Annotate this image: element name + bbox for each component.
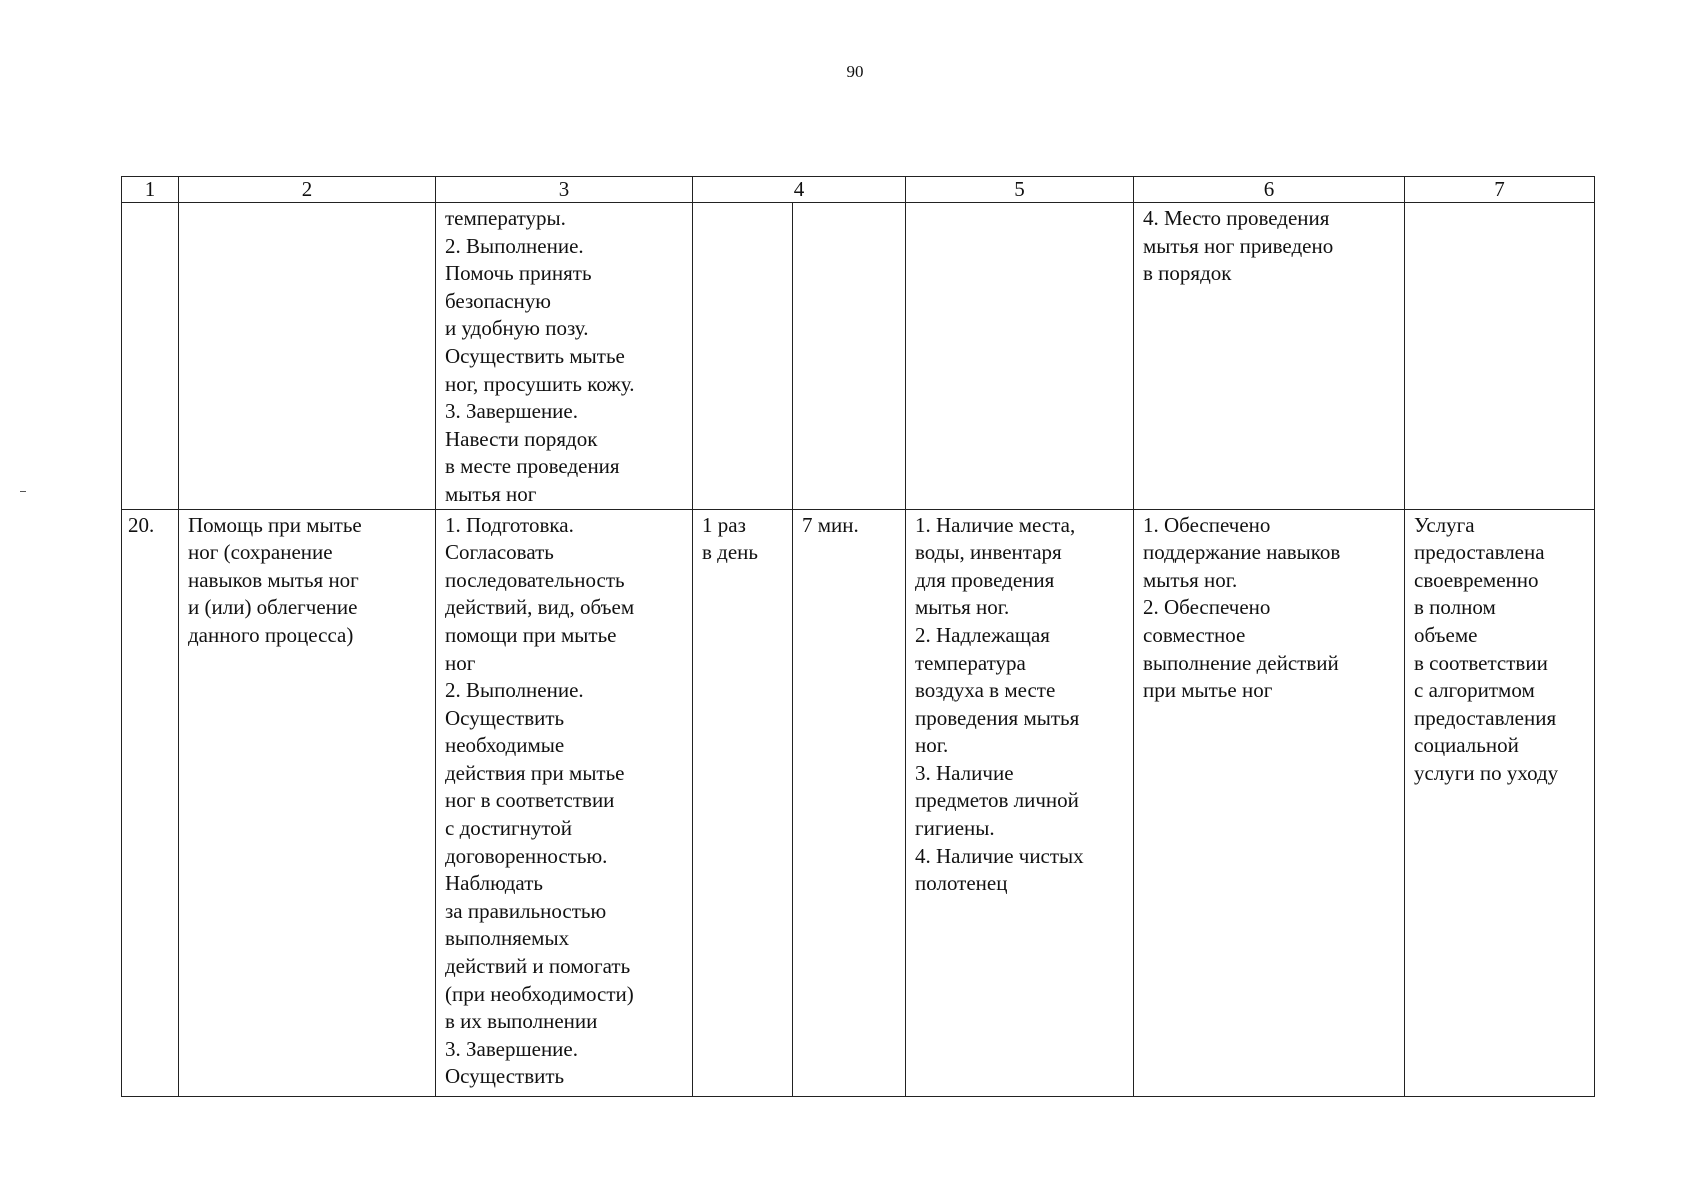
cell-frequency: 1 раз в день bbox=[693, 509, 793, 1096]
table-row-20 bbox=[122, 509, 1595, 1096]
cell-conditions bbox=[906, 203, 1134, 510]
header-cell-5: 5 bbox=[906, 177, 1134, 203]
services-table bbox=[121, 176, 1595, 1097]
cell-duration bbox=[793, 203, 906, 510]
cell-results: 4. Место проведения мытья ног приведено в порядок bbox=[1134, 203, 1405, 510]
header-cell-3: 3 bbox=[436, 177, 693, 203]
header-cell-7: 7 bbox=[1405, 177, 1595, 203]
cell-service-name bbox=[179, 203, 436, 510]
cell-duration: 7 мин. bbox=[793, 509, 906, 1096]
cell-evaluation: Услуга предоставлена своевременно в полном объеме в соответствии с алгоритмом предоставления социальной услуги по уходу bbox=[1405, 509, 1595, 1096]
cell-description: 1. Подготовка. Согласовать последовательность действий, вид, объем помощи при мытье ног 2. Выполнение. Осуществить необходимые действия при мытье ног в соответствии с достигнутой договоренностью. Наблюдать за правильностью выполняемых действий и помогать (при необходимости) в их выполнении 3. Завершение. Осуществить bbox=[436, 509, 693, 1096]
cell-description: температуры. 2. Выполнение. Помочь принять безопасную и удобную позу. Осуществить мытье ног, просушить кожу. 3. Завершение. Навести порядок в месте проведения мытья ног bbox=[436, 203, 693, 510]
cell-service-name: Помощь при мытье ног (сохранение навыков мытья ног и (или) облегчение данного процесса) bbox=[179, 509, 436, 1096]
table-header-row bbox=[122, 177, 1595, 203]
header-cell-4: 4 bbox=[693, 177, 906, 203]
table-row-continuation bbox=[122, 203, 1595, 510]
cell-evaluation bbox=[1405, 203, 1595, 510]
cell-conditions: 1. Наличие места, воды, инвентаря для проведения мытья ног. 2. Надлежащая температура воздуха в месте проведения мытья ног. 3. Наличие предметов личной гигиены. 4. Наличие чистых полотенец bbox=[906, 509, 1134, 1096]
scan-mark bbox=[20, 491, 26, 492]
cell-results: 1. Обеспечено поддержание навыков мытья ног. 2. Обеспечено совместное выполнение действий при мытье ног bbox=[1134, 509, 1405, 1096]
cell-number bbox=[122, 203, 179, 510]
header-cell-2: 2 bbox=[179, 177, 436, 203]
header-cell-6: 6 bbox=[1134, 177, 1405, 203]
cell-number: 20. bbox=[122, 509, 179, 1096]
cell-frequency bbox=[693, 203, 793, 510]
header-cell-1: 1 bbox=[122, 177, 179, 203]
page-number: 90 bbox=[846, 62, 864, 81]
